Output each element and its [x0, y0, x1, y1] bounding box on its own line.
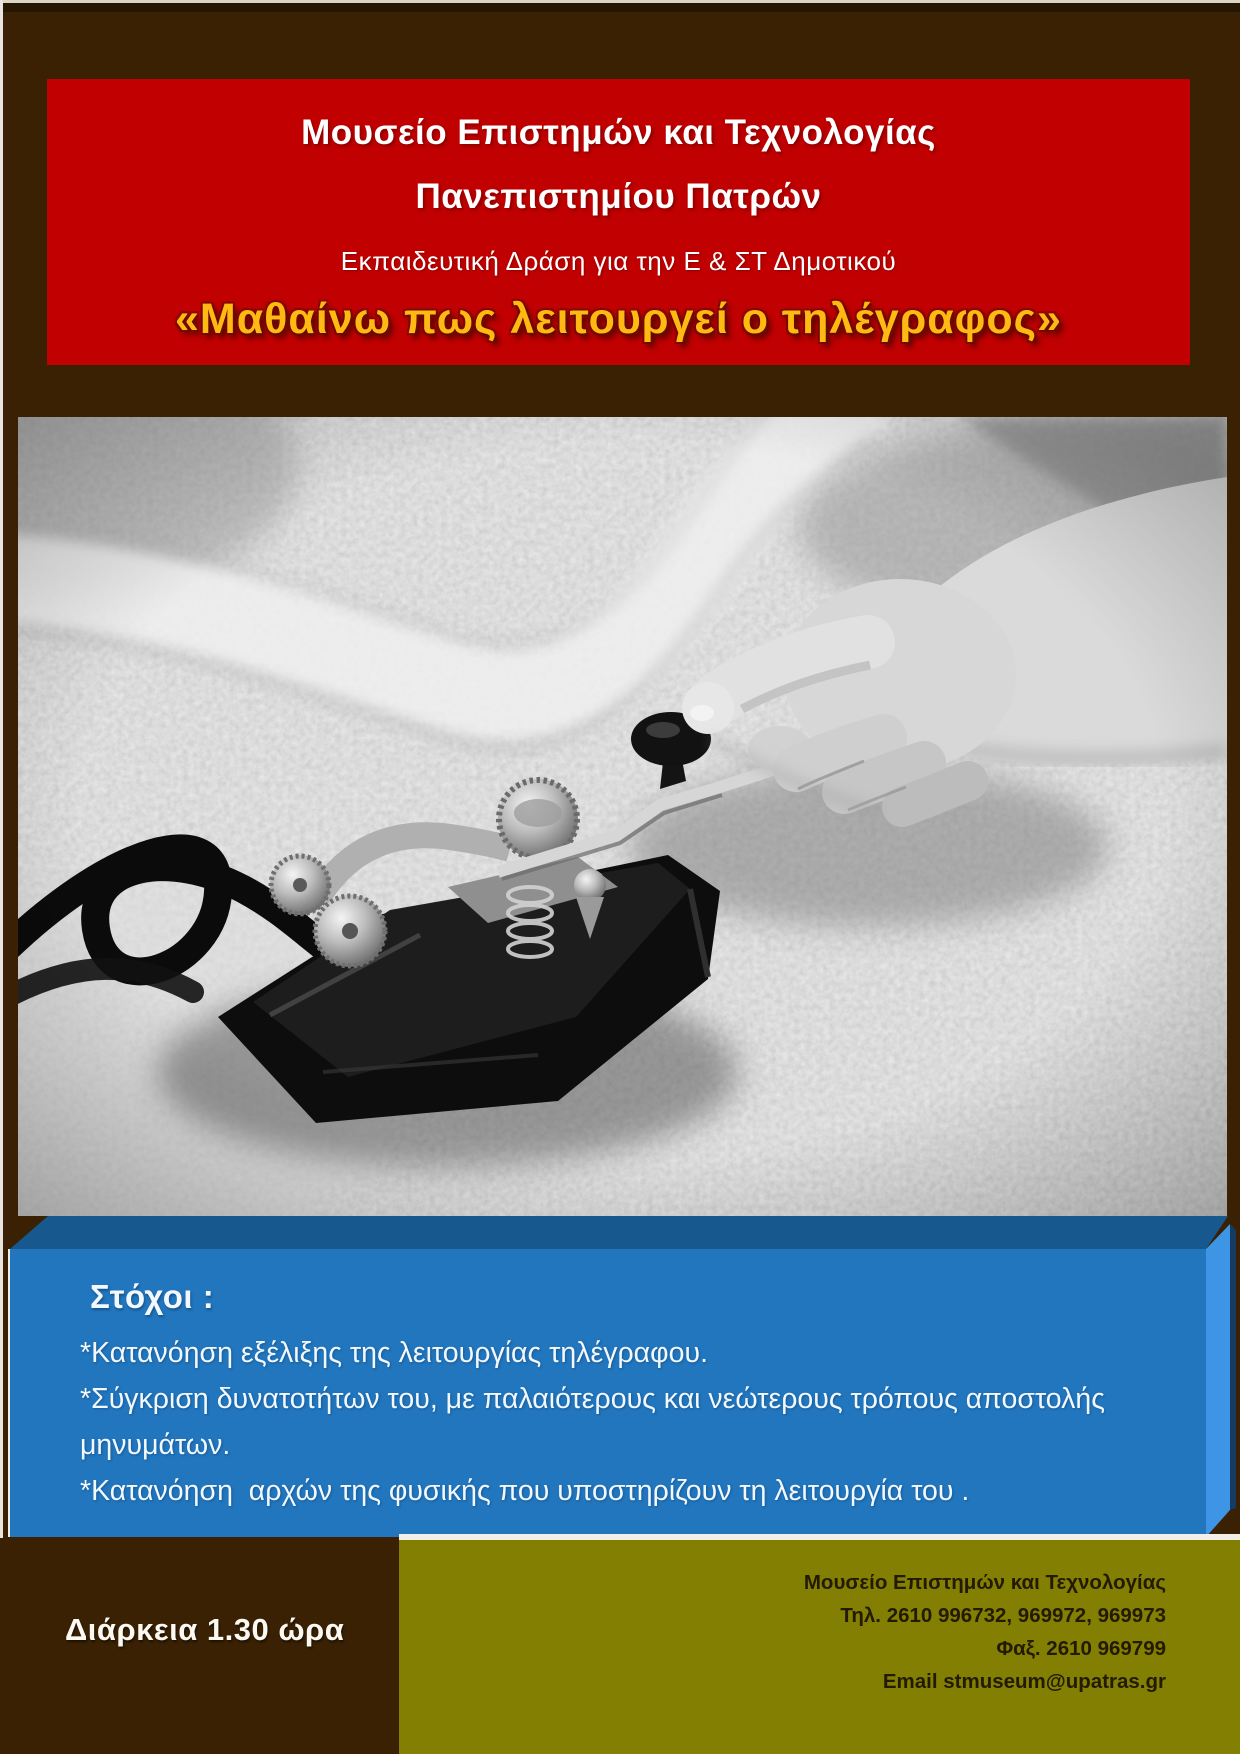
- event-subtitle: Εκπαιδευτική Δράση για την Ε & ΣΤ Δημοτικού: [340, 246, 897, 276]
- goals-panel: [8, 1216, 1236, 1538]
- contact-name: Μουσείο Επιστημών και Τεχνολογίας: [803, 1571, 1166, 1594]
- contact-block: [804, 1566, 1166, 1698]
- contact-phone: Τηλ. 2610 996732, 969972, 969973: [840, 1604, 1166, 1627]
- panel-right-face: [1206, 1224, 1230, 1537]
- telegraph-photo-illustration: [18, 417, 1227, 1216]
- org-name-line1: Μουσείο Επιστημών και Τεχνολογίας: [301, 113, 936, 152]
- goals-heading: Στόχοι :: [90, 1278, 215, 1315]
- goal-item-2: *Σύγκριση δυνατοτήτων του, με παλαιότερους και νεώτερους τρόπους αποστολής μηνυμάτων.: [80, 1383, 1113, 1461]
- page-left-edge: [0, 0, 3, 1538]
- panel-right-edge: [1230, 1224, 1236, 1510]
- event-title: «Μαθαίνω πως λειτουργεί ο τηλέγραφος»: [175, 295, 1062, 343]
- contact-fax: Φαξ. 2610 969799: [996, 1637, 1166, 1660]
- vignette-overlay: [18, 417, 1227, 1216]
- contact-email: Email stmuseum@upatras.gr: [882, 1670, 1166, 1693]
- goal-item-3: *Κατανόηση αρχών της φυσικής που υποστηρίζουν τη λειτουργία του .: [80, 1475, 970, 1507]
- goals-content: [80, 1278, 1190, 1514]
- org-name-line2: Πανεπιστημίου Πατρών: [415, 177, 822, 216]
- goal-item-1: *Κατανόηση εξέλιξης της λειτουργίας τηλέγραφου.: [80, 1337, 708, 1369]
- panel-top-face: [10, 1216, 1228, 1249]
- header-banner: [47, 79, 1190, 365]
- panel-left-highlight: [8, 1249, 10, 1537]
- page-top-shadow-band: [0, 3, 1240, 12]
- duration-label: Διάρκεια 1.30 ώρα: [65, 1612, 345, 1647]
- telegraph-photo: [18, 417, 1227, 1216]
